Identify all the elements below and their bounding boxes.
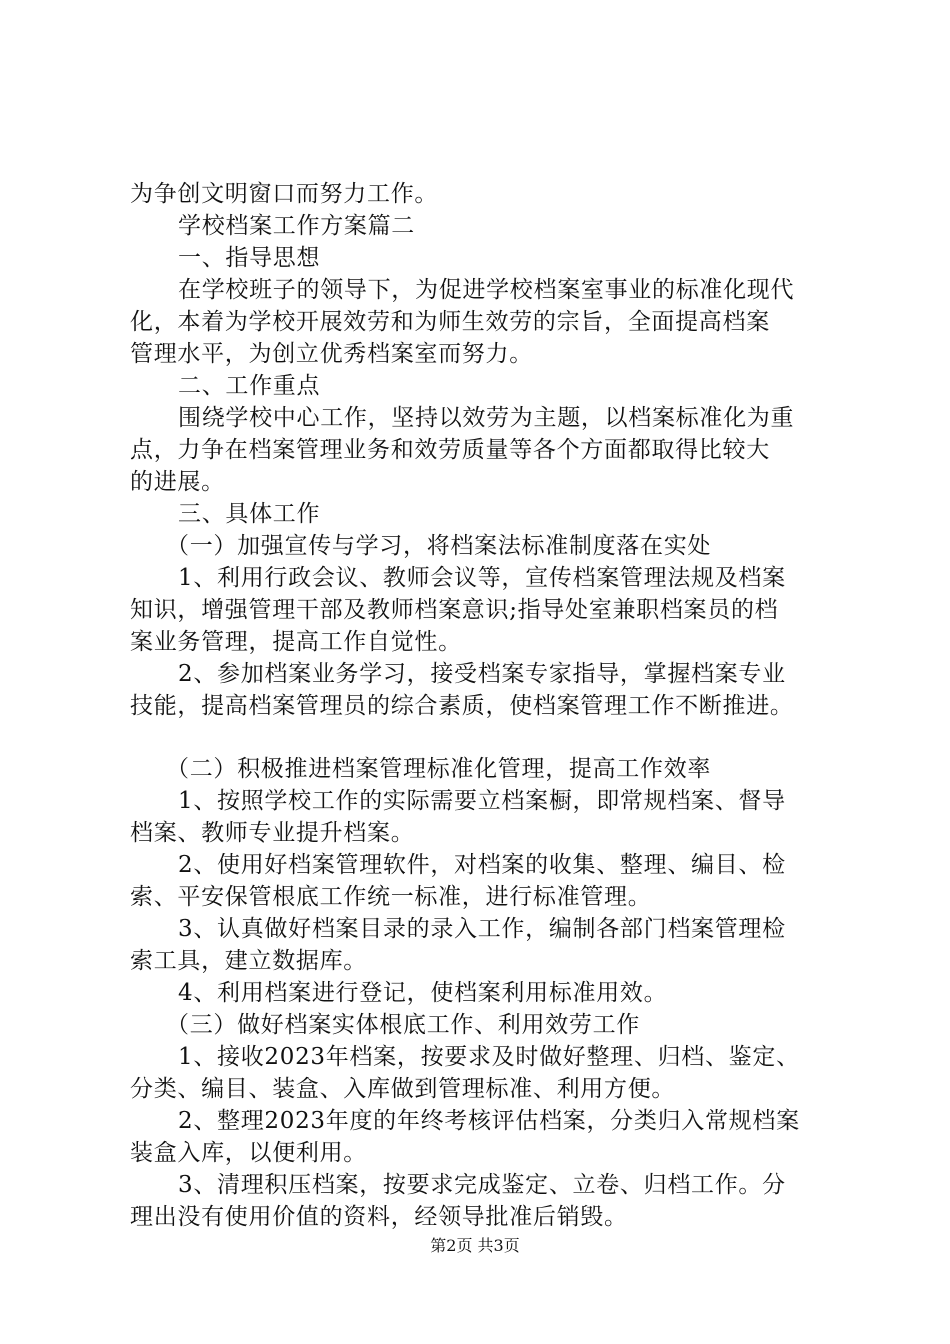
text-line: 2、使用好档案管理软件，对档案的收集、整理、编目、检 xyxy=(178,852,786,878)
text-line: 理出没有使用价值的资料，经领导批准后销毁。 xyxy=(130,1204,628,1230)
text-line: 装盒入库，以便利用。 xyxy=(130,1140,367,1166)
text-line: 1、按照学校工作的实际需要立档案橱，即常规档案、督导 xyxy=(178,788,786,814)
text-line: 2、整理2023年度的年终考核评估档案，分类归入常规档案 xyxy=(178,1108,800,1134)
heading: 一、指导思想 xyxy=(178,245,321,271)
text-line: 点，力争在档案管理业务和效劳质量等各个方面都取得比较大 xyxy=(130,437,770,463)
subheading: （二）积极推进档案管理标准化管理，提高工作效率 xyxy=(166,756,712,782)
text-line: 在学校班子的领导下，为促进学校档案室事业的标准化现代 xyxy=(178,277,795,303)
text-line: 3、认真做好档案目录的录入工作，编制各部门档案管理检 xyxy=(178,916,786,942)
text-line: 围绕学校中心工作，坚持以效劳为主题，以档案标准化为重 xyxy=(178,405,795,431)
section-title: 学校档案工作方案篇二 xyxy=(178,213,415,239)
text-line: 1、接收2023年档案，按要求及时做好整理、归档、鉴定、 xyxy=(178,1044,800,1070)
page-footer: 第2页 共3页 xyxy=(430,1236,520,1255)
text-line: 1、利用行政会议、教师会议等，宣传档案管理法规及档案 xyxy=(178,565,786,591)
heading: 二、工作重点 xyxy=(178,373,321,399)
text-line: 为争创文明窗口而努力工作。 xyxy=(130,181,439,207)
text-line: 索、平安保管根底工作统一标准，进行标准管理。 xyxy=(130,884,652,910)
subheading: （三）做好档案实体根底工作、利用效劳工作 xyxy=(166,1012,640,1038)
text-line: 技能，提高档案管理员的综合素质，使档案管理工作不断推进。 xyxy=(130,693,794,719)
text-line: 分类、编目、装盒、入库做到管理标准、利用方便。 xyxy=(130,1076,676,1102)
text-line: 管理水平，为创立优秀档案室而努力。 xyxy=(130,341,533,367)
text-line: 化，本着为学校开展效劳和为师生效劳的宗旨，全面提高档案 xyxy=(130,309,770,335)
text-line: 的进展。 xyxy=(130,469,225,495)
text-line: 案业务管理，提高工作自觉性。 xyxy=(130,629,462,655)
text-line: 索工具，建立数据库。 xyxy=(130,948,367,974)
text-line: 档案、教师专业提升档案。 xyxy=(130,820,415,846)
text-line: 2、参加档案业务学习，接受档案专家指导，掌握档案专业 xyxy=(178,661,786,687)
text-line: 知识，增强管理干部及教师档案意识;指导处室兼职档案员的档 xyxy=(130,597,779,623)
text-line: 3、清理积压档案，按要求完成鉴定、立卷、归档工作。分 xyxy=(178,1172,786,1198)
subheading: （一）加强宣传与学习，将档案法标准制度落在实处 xyxy=(166,533,712,559)
heading: 三、具体工作 xyxy=(178,501,321,527)
text-line: 4、利用档案进行登记，使档案利用标准用效。 xyxy=(178,980,668,1006)
